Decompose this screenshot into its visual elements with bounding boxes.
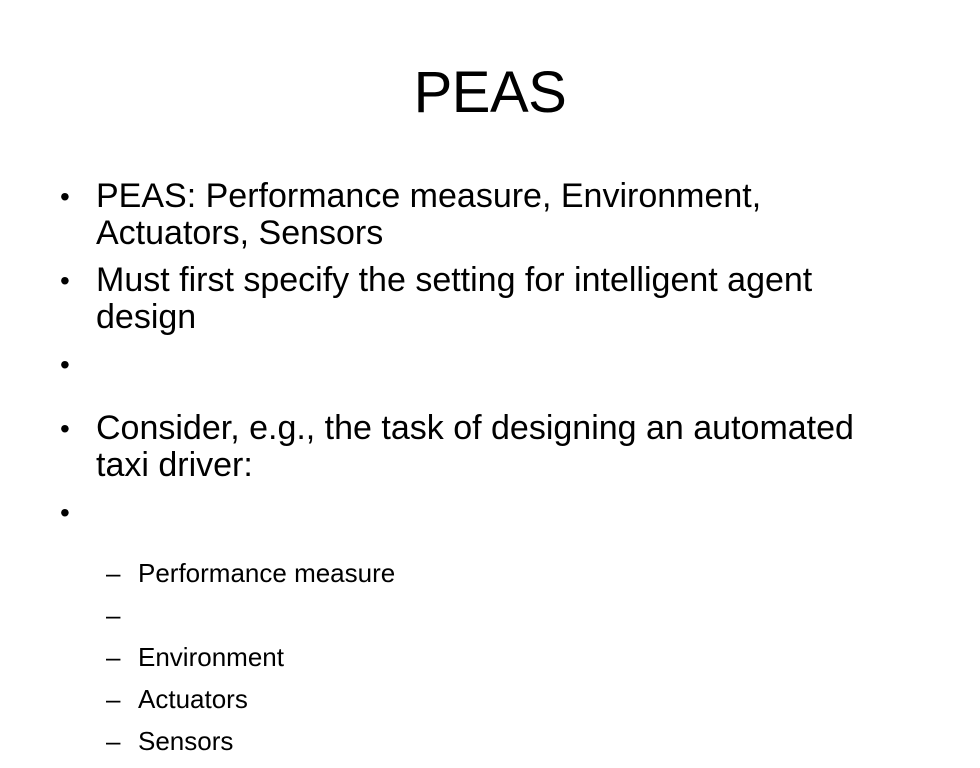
sub-bullet-marker: – [106, 684, 121, 714]
sub-bullet-item [0, 642, 980, 672]
sub-bullet-text: Actuators [138, 684, 248, 714]
bullet-item [0, 346, 896, 383]
sub-bullet-text: Environment [138, 642, 284, 672]
bullet-marker: • [60, 265, 70, 296]
sub-bullet-text: Performance measure [138, 558, 396, 588]
bullet-marker: • [60, 349, 70, 380]
bullet-item [0, 410, 896, 484]
sub-bullet-item [0, 726, 980, 756]
bullet-list [0, 178, 980, 768]
sub-bullet-marker: – [106, 642, 121, 672]
bullet-marker: • [60, 413, 70, 444]
sub-bullet-list [0, 558, 980, 756]
sub-bullet-marker: – [106, 726, 121, 756]
bullet-text: PEAS: Performance measure, Environment, Actuators, Sensors [96, 177, 762, 252]
sub-bullet-item [0, 684, 980, 714]
sub-bullet-marker: – [106, 558, 121, 588]
bullet-item [0, 262, 896, 336]
bullet-item [0, 178, 896, 252]
bullet-marker: • [60, 181, 70, 212]
sub-bullet-item [0, 600, 980, 630]
sub-bullet-text: Sensors [138, 726, 234, 756]
slide-title: PEAS [413, 60, 567, 125]
sub-bullet-item [0, 558, 980, 588]
bullet-marker: • [60, 497, 70, 528]
bullet-text: Consider, e.g., the task of designing an automated taxi driver: [96, 409, 854, 484]
bullet-text: Must first specify the setting for intelligent agent design [96, 261, 813, 336]
bullet-item [0, 494, 896, 531]
sub-bullet-marker: – [106, 600, 121, 630]
